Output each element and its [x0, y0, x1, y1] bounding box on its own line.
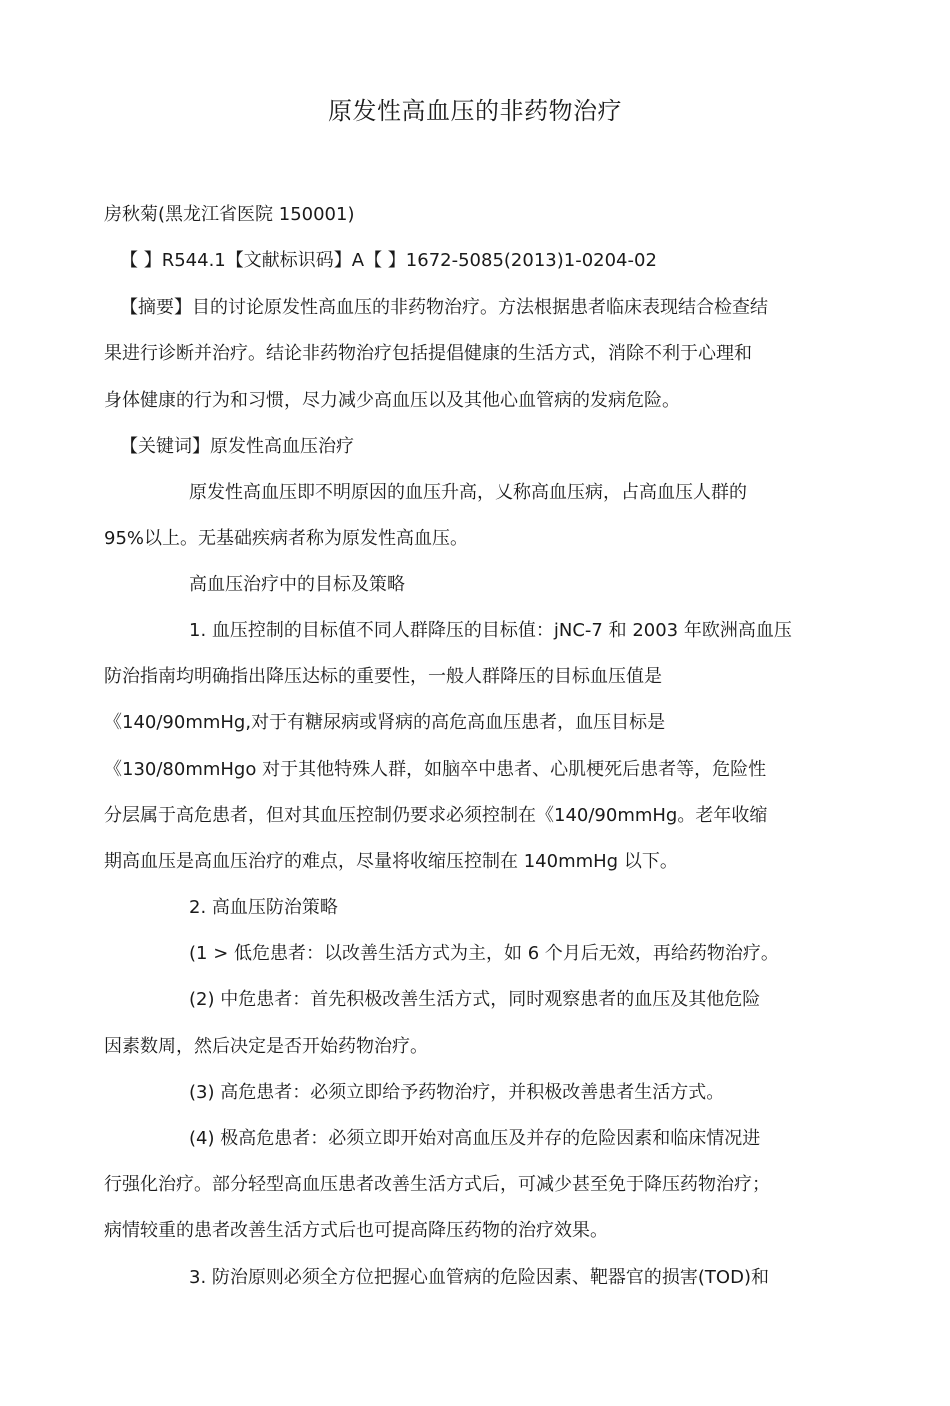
item2-1-line: (1 > 低危患者：以改善生活方式为主，如 6 个月后无效，再给药物治疗。: [189, 943, 779, 964]
classification-line: 【 】R544.1【文献标识码】A【 】1672-5085(2013)1-0204-02: [120, 250, 657, 271]
item2-4-line: 行强化治疗。部分轻型高血压患者改善生活方式后，可减少甚至免于降压药物治疗；: [104, 1174, 770, 1195]
intro-line: 95%以上。无基础疾病者称为原发性高血压。: [104, 528, 469, 549]
intro-line: 原发性高血压即不明原因的血压升高，乂称高血压病，占高血压人群的: [189, 482, 747, 503]
abstract-line: 【摘要】目的讨论原发性高血压的非药物治疗。方法根据患者临床表现结合检查结: [120, 297, 768, 318]
item1-line: 防治指南均明确指出降压达标的重要性，一般人群降压的目标血压值是: [104, 666, 662, 687]
keywords-line: 【关键词】原发性高血压治疗: [120, 436, 354, 457]
item3-line: 3. 防治原则必须全方位把握心血管病的危险因素、靶器官的损害(TOD)和: [189, 1267, 769, 1288]
item2-4-line: (4) 极高危患者：必须立即开始对高血压及并存的危险因素和临床情况进: [189, 1128, 761, 1149]
item1-line: 分层属于高危患者，但对其血压控制仍要求必须控制在《140/90mmHg。老年收缩: [104, 805, 768, 826]
abstract-line: 身体健康的行为和习惯，尽力减少高血压以及其他心血管病的发病危险。: [104, 390, 680, 411]
document-title: 原发性高血压的非药物治疗: [328, 97, 622, 125]
section-heading: 高血压治疗中的目标及策略: [189, 574, 405, 595]
item2-4-line: 病情较重的患者改善生活方式后也可提高降压药物的治疗效果。: [104, 1220, 608, 1241]
item2-heading: 2. 高血压防治策略: [189, 897, 338, 918]
item2-3-line: (3) 高危患者：必须立即给予药物治疗，并积极改善患者生活方式。: [189, 1082, 725, 1103]
item2-2-line: (2) 中危患者：首先积极改善生活方式，同时观察患者的血压及其他危险: [189, 989, 761, 1010]
item1-line: 期高血压是高血压治疗的难点，尽量将收缩压控制在 140mmHg 以下。: [104, 851, 678, 872]
abstract-line: 果进行诊断并治疗。结论非药物治疗包括提倡健康的生活方式，消除不利于心理和: [104, 343, 752, 364]
item1-line: 《140/90mmHg,对于有糖尿病或肾病的高危高血压患者，血压目标是: [104, 712, 666, 733]
item2-2-line: 因素数周，然后决定是否开始药物治疗。: [104, 1036, 428, 1057]
author-line: 房秋菊(黑龙江省医院 150001): [104, 204, 355, 225]
item1-line: 《130/80mmHgo 对于其他特殊人群，如脑卒中患者、心肌梗死后患者等，危险性: [104, 759, 767, 780]
item1-line: 1. 血压控制的目标值不同人群降压的目标值：jNC-7 和 2003 年欧洲高血压: [189, 620, 792, 641]
